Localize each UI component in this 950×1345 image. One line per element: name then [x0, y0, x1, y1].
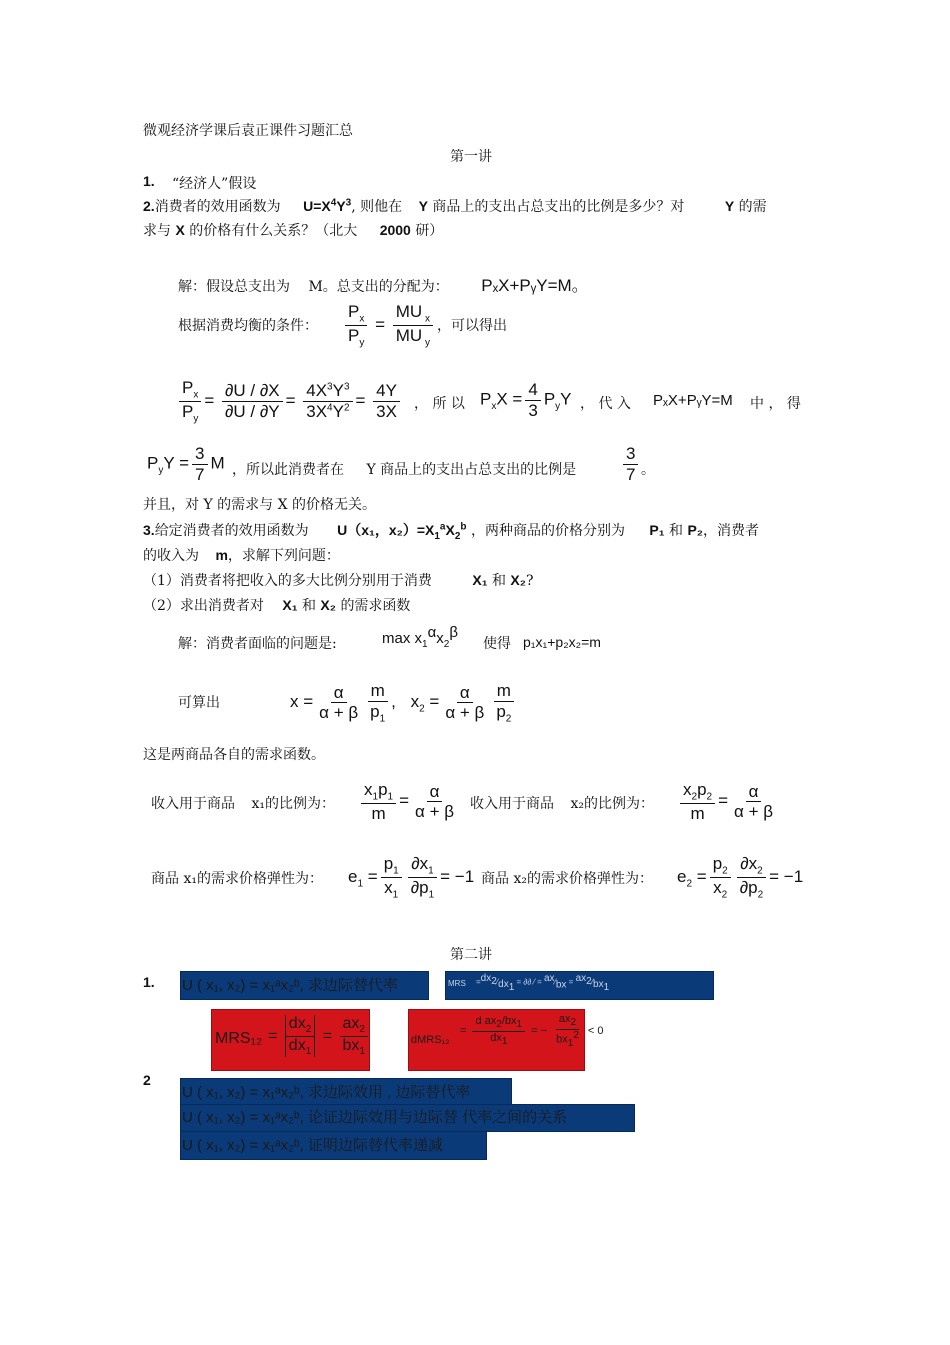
cond-text: 根据消费均衡的条件： — [178, 318, 318, 334]
q3-line1: 3.给定消费者的效用函数为 U（x₁，$x_2)=X_1^aX_2^b$ ，两种商品的价格分别为 P₁ 和 P₂，消费者 — [143, 521, 760, 542]
cond-equation: $\frac{P_x}{P_y}$ = $\frac{MU _x}{MU _y}$ — [342, 302, 436, 349]
q2-text-a: 消费者的效用函数为 — [154, 199, 281, 215]
result-end: 。 — [641, 462, 655, 478]
elasticity2-text: 商品 x₂的需求价格弹性为： — [481, 871, 653, 887]
q3-sub2: （2）求出消费者对 X₁ 和 X₂ 的需求函数 — [143, 597, 411, 614]
l2-item2-number: 2 — [143, 1072, 151, 1088]
result-equation: $P_yY$ = $\frac{3}{7}$ M — [147, 444, 225, 484]
lecture1-heading: 第一讲 — [450, 149, 492, 165]
result-ratio: $\frac{3}{7}$ — [620, 444, 641, 484]
result-text: ，所以此消费者在 Y 商品上的支出占总支出的比例是 — [232, 462, 577, 478]
q1-text: “经济人”假设 — [172, 176, 257, 192]
q2-number: 2. — [143, 198, 155, 214]
derivation-text-so: ， 所 以 — [414, 396, 465, 412]
q2-line2 — [143, 220, 443, 240]
derivation-tail: 中 ， 得 — [750, 396, 801, 412]
q2-text-c: 商品上的支出占总支出的比例是多少？对 — [432, 199, 685, 215]
l2-box-dmrs-formula: = $\frac{d ax_2/bx_1}{dx_1}$ = − $\frac{ax_2}{bx_1^2}$ < 0 — [460, 1013, 604, 1049]
l2-item1-number: 1. — [143, 974, 155, 990]
elasticity2-equation: $e_2$ = $\frac{p_2}{x_2}$ $\frac{\partial x_2}{\partial p_2}$ = −1 — [677, 854, 804, 901]
q2-utility: $U=X^4Y^3$ — [303, 197, 352, 214]
share1-equation: $\frac{x_1p_1}{m}$ = $\frac{\alpha}{\alpha + \beta}$ — [358, 780, 460, 823]
demand-functions: x = $\frac{\alpha}{\alpha + \beta}$ $\frac{m}{p_1}$ , $x_2$ = $\frac{\alpha}{\alpha + \beta}$ $\frac{m}{p_2}$ — [290, 681, 517, 724]
q2-var-y: Y — [418, 198, 428, 214]
share2-text: 收入用于商品 x₂的比例为： — [470, 796, 654, 812]
l2-box-marginal-utility-text: U ( x₁, x₂) = x₁ᵃx₂ᵇ, 求边际效用 , 边际替代率 — [182, 1084, 471, 1101]
sol3-budget: p₁x₁+p₂x₂=m — [523, 634, 601, 650]
l2-box-diminishing-text: U ( x₁, x₂) = x₁ᵃx₂ᵇ, 证明边际替代率递减 — [182, 1137, 443, 1154]
share2-equation: $\frac{x_2p_2}{m}$ = $\frac{\alpha}{\alpha + \beta}$ — [677, 780, 779, 823]
derivation-equation: $\frac{P_x}{P_y}$ = $\frac{\partial U / \partial X}{\partial U / \partial Y}$ = $\frac{4X^3Y^3}{3X^4Y^2}$ = $\frac{4Y}{3X}$ — [176, 378, 403, 425]
calc-text: 可算出 — [178, 695, 220, 711]
elasticity1-text: 商品 x₁的需求价格弹性为： — [151, 871, 323, 887]
q1-number: 1. — [143, 173, 155, 189]
share1-text: 收入用于商品 x₁的比例为： — [151, 796, 335, 812]
q2-line1 — [143, 196, 767, 216]
l2-box-mrs-derivation-text: MRS — [448, 979, 466, 988]
demand-note: 这是两商品各自的需求函数。 — [143, 747, 325, 763]
sol2-intro: 解：假设总支出为 M。总支出的分配为： PₓX+PᵧY=M。 — [178, 276, 589, 295]
q2-text-d: 的需 — [738, 199, 767, 215]
elasticity1-equation: $e_1$ = $\frac{p_1}{x_1}$ $\frac{\partial x_1}{\partial p_1}$ = −1 — [348, 854, 475, 901]
l2-box-mrs-derivation-formula: $=^{dx_2}⁄_{dx_1}$ = ∂∂ ⁄ = $^{ax}⁄_{bx}$ = $^{ax_2}⁄_{bx_1}$ — [476, 973, 610, 994]
q2-year: 2000 — [379, 222, 411, 238]
derivation-result: $P_xX$ = $\frac{4}{3}$ $P_yY$ — [480, 380, 572, 420]
l2-box-mrs-abs-label: MRS₁₂ — [215, 1030, 263, 1047]
l2-box-dmrs-label: dMRS₁₂ — [411, 1034, 450, 1046]
derivation-subst: ， 代 入 — [580, 396, 631, 412]
q2-text-b: , 则他在 — [351, 199, 403, 215]
q3-sub1: （1）消费者将把收入的多大比例分别用于消费 X₁ 和 X₂? — [143, 572, 534, 589]
q2-text-e: 求与 — [143, 223, 171, 239]
q2-var-x: X — [175, 222, 185, 238]
lecture2-heading: 第二讲 — [450, 947, 492, 963]
sol3-intro: 解：消费者面临的问题是: — [178, 636, 337, 652]
independence-note: 并且，对 Y 的需求与 X 的价格无关。 — [143, 497, 377, 513]
document-title: 微观经济学课后袁正课件习题汇总 — [143, 123, 353, 139]
q2-var-y2: Y — [724, 198, 735, 214]
cond-after: ，可以得出 — [437, 318, 507, 334]
sol3-st: 使得 — [483, 636, 511, 652]
sol3-objective: $\max x_1^\alpha x_2^\beta$ — [382, 624, 458, 650]
derivation-budget: PₓX+PᵧY=M — [653, 392, 733, 409]
q2-text-g: 研） — [415, 223, 444, 239]
l2-box-relation-text: U ( x₁, x₂) = x₁ᵃx₂ᵇ, 论证边际效用与边际替 代率之间的关系 — [182, 1109, 568, 1126]
l2-box-mrs-question-text: U ( x₁, x₂) = x₁ᵃx₂ᵇ, 求边际替代率 — [182, 977, 398, 994]
q2-text-f: 的价格有什么关系？（北大 — [189, 223, 358, 239]
q3-line2: 的收入为 m，求解下列问题： — [143, 547, 340, 564]
l2-box-mrs-abs-formula: = $\frac{dx_2}{dx_1}$ = $\frac{ax_2}{bx_1}$ — [268, 1015, 371, 1057]
